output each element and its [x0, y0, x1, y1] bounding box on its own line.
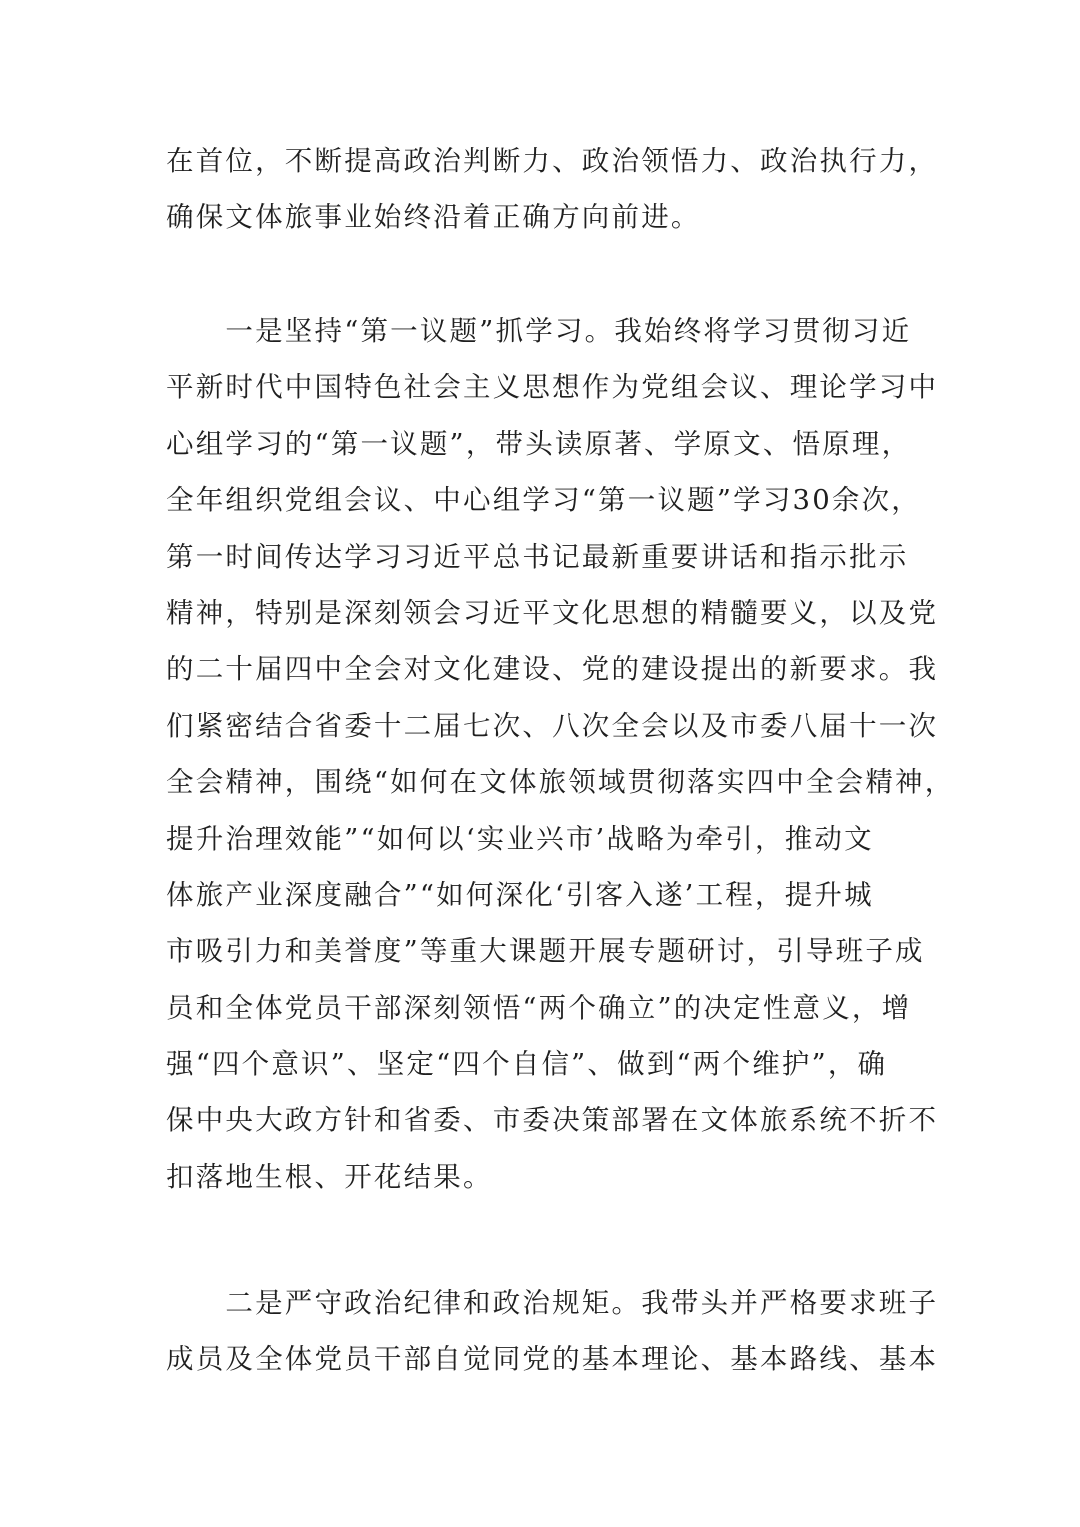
- text-line: 的二十届四中全会对文化建设、党的建设提出的新要求。我: [166, 653, 939, 686]
- text-line: 确保文体旅事业始终沿着正确方向前进。: [166, 201, 701, 234]
- paragraph-continuation: [166, 133, 939, 246]
- text-line: 全会精神，围绕“如何在文体旅领域贯彻落实四中全会精神，: [166, 766, 955, 799]
- text-line: 成员及全体党员干部自觉同党的基本理论、基本路线、基本: [166, 1343, 939, 1376]
- text-line: 体旅产业深度融合”“如何深化‘引客入遂’工程，提升城: [166, 878, 874, 911]
- text-line: 精神，特别是深刻领会习近平文化思想的精髓要义，以及党: [166, 596, 939, 629]
- text-line: 保中央大政方针和省委、市委决策部署在文体旅系统不折不: [166, 1104, 939, 1137]
- text-line: 员和全体党员干部深刻领悟“两个确立”的决定性意义，增: [166, 991, 912, 1024]
- text-line: 第一时间传达学习习近平总书记最新重要讲话和指示批示: [166, 540, 909, 573]
- text-line: 扣落地生根、开花结果。: [166, 1160, 493, 1193]
- paragraph-first-point: [166, 303, 955, 1205]
- text-line: 提升治理效能”“如何以‘实业兴市’战略为牵引，推动文: [166, 822, 874, 855]
- text-line: 心组学习的“第一议题”，带头读原著、学原文、悟原理，: [166, 427, 912, 460]
- text-line: 在首位，不断提高政治判断力、政治领悟力、政治执行力，: [166, 145, 939, 177]
- text-line: 全年组织党组会议、中心组学习“第一议题”学习30余次，: [166, 484, 922, 517]
- text-line: 平新时代中国特色社会主义思想作为党组会议、理论学习中: [166, 371, 939, 404]
- paragraph-second-point: [166, 1275, 939, 1388]
- text-line: 市吸引力和美誉度”等重大课题开展专题研讨，引导班子成: [166, 935, 925, 968]
- text-line: 们紧密结合省委十二届七次、八次全会以及市委八届十一次: [166, 709, 939, 742]
- text-line: 二是严守政治纪律和政治规矩。我带头并严格要求班子: [166, 1287, 939, 1319]
- text-line: 一是坚持“第一议题”抓学习。我始终将学习贯彻习近: [166, 315, 912, 347]
- text-line: 强“四个意识”、坚定“四个自信”、做到“两个维护”，确: [166, 1048, 888, 1081]
